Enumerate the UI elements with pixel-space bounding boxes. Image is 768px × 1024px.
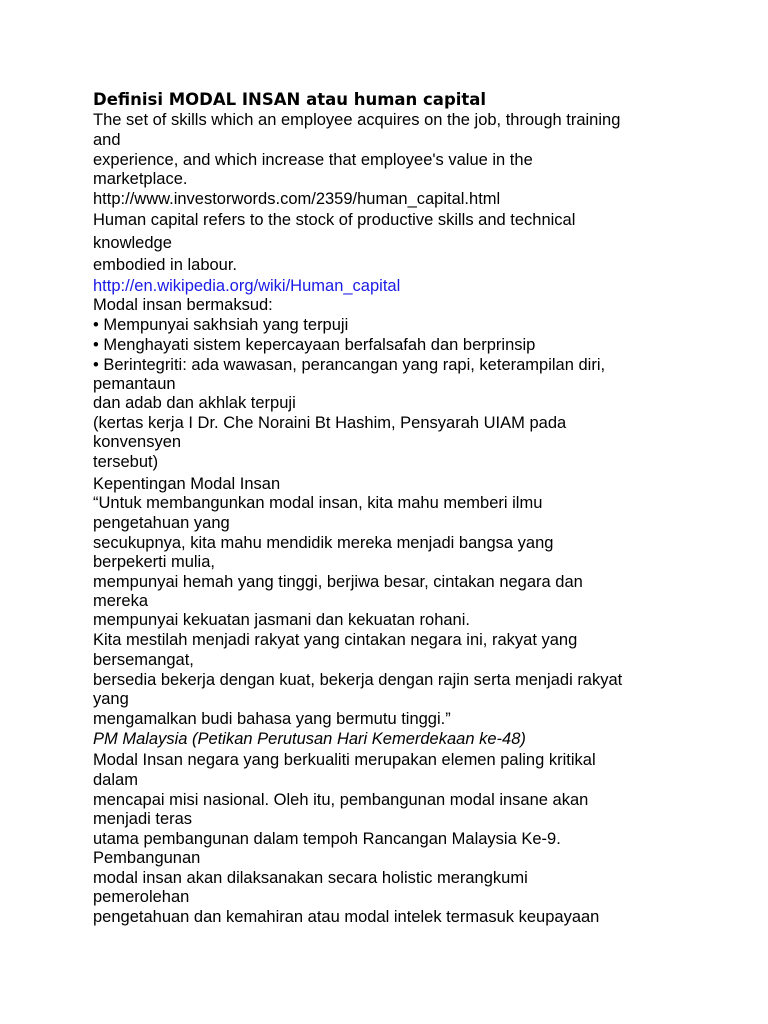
quote-line: pengetahuan yang	[93, 514, 230, 532]
text-line: embodied in labour.	[93, 256, 238, 274]
quote-attribution: PM Malaysia (Petikan Perutusan Hari Kemerdekaan ke-48)	[93, 730, 526, 748]
quote-line: mereka	[93, 592, 149, 610]
quote-line: bersemangat,	[93, 651, 194, 669]
text-line: pemantaun	[93, 375, 176, 393]
quote-line: bersedia bekerja dengan kuat, bekerja dengan rajin serta menjadi rakyat	[93, 671, 623, 689]
text-line: dan adab dan akhlak terpuji	[93, 394, 296, 412]
quote-line: “Untuk membangunkan modal insan, kita mahu memberi ilmu	[93, 494, 543, 512]
text-line: pemerolehan	[93, 888, 190, 906]
bullet-item: • Berintegriti: ada wawasan, perancangan yang rapi, keterampilan diri,	[93, 356, 606, 374]
section-heading: Kepentingan Modal Insan	[93, 475, 281, 493]
quote-line: mempunyai hemah yang tinggi, berjiwa besar, cintakan negara dan	[93, 573, 583, 591]
quote-line: Kita mestilah menjadi rakyat yang cintakan negara ini, rakyat yang	[93, 631, 578, 649]
text-line: mencapai misi nasional. Oleh itu, pembangunan modal insane akan	[93, 791, 589, 809]
text-line: and	[93, 131, 121, 149]
text-line: knowledge	[93, 234, 172, 252]
quote-line: mengamalkan budi bahasa yang bermutu tinggi.”	[93, 710, 451, 728]
text-line: pengetahuan dan kemahiran atau modal intelek termasuk keupayaan	[93, 908, 600, 926]
citation-line: konvensyen	[93, 433, 182, 451]
text-line: experience, and which increase that employee's value in the	[93, 151, 533, 169]
text-line: marketplace.	[93, 170, 188, 188]
text-line: modal insan akan dilaksanakan secara holistic merangkumi	[93, 869, 528, 887]
text-line: menjadi teras	[93, 810, 193, 828]
text-line: dalam	[93, 771, 138, 789]
text-line: utama pembangunan dalam tempoh Rancangan Malaysia Ke-9.	[93, 830, 561, 848]
quote-line: yang	[93, 690, 129, 708]
source-url: http://www.investorwords.com/2359/human_capital.html	[93, 190, 501, 208]
text-line: Pembangunan	[93, 849, 201, 867]
citation-line: tersebut)	[93, 453, 159, 471]
bullet-item: • Menghayati sistem kepercayaan berfalsafah dan berprinsip	[93, 336, 536, 354]
text-line: Modal Insan negara yang berkualiti merupakan elemen paling kritikal	[93, 751, 596, 769]
quote-line: berpekerti mulia,	[93, 553, 215, 571]
document-title: Definisi MODAL INSAN atau human capital	[93, 90, 487, 109]
citation-line: (kertas kerja I Dr. Che Noraini Bt Hashim, Pensyarah UIAM pada	[93, 414, 567, 432]
quote-line: mempunyai kekuatan jasmani dan kekuatan rohani.	[93, 611, 470, 629]
text-line: Human capital refers to the stock of productive skills and technical	[93, 211, 576, 229]
text-line: Modal insan bermaksud:	[93, 296, 273, 314]
text-line: The set of skills which an employee acquires on the job, through training	[93, 111, 621, 129]
bullet-item: • Mempunyai sakhsiah yang terpuji	[93, 316, 349, 334]
quote-line: secukupnya, kita mahu mendidik mereka menjadi bangsa yang	[93, 534, 554, 552]
wikipedia-link[interactable]: http://en.wikipedia.org/wiki/Human_capital	[93, 277, 401, 295]
